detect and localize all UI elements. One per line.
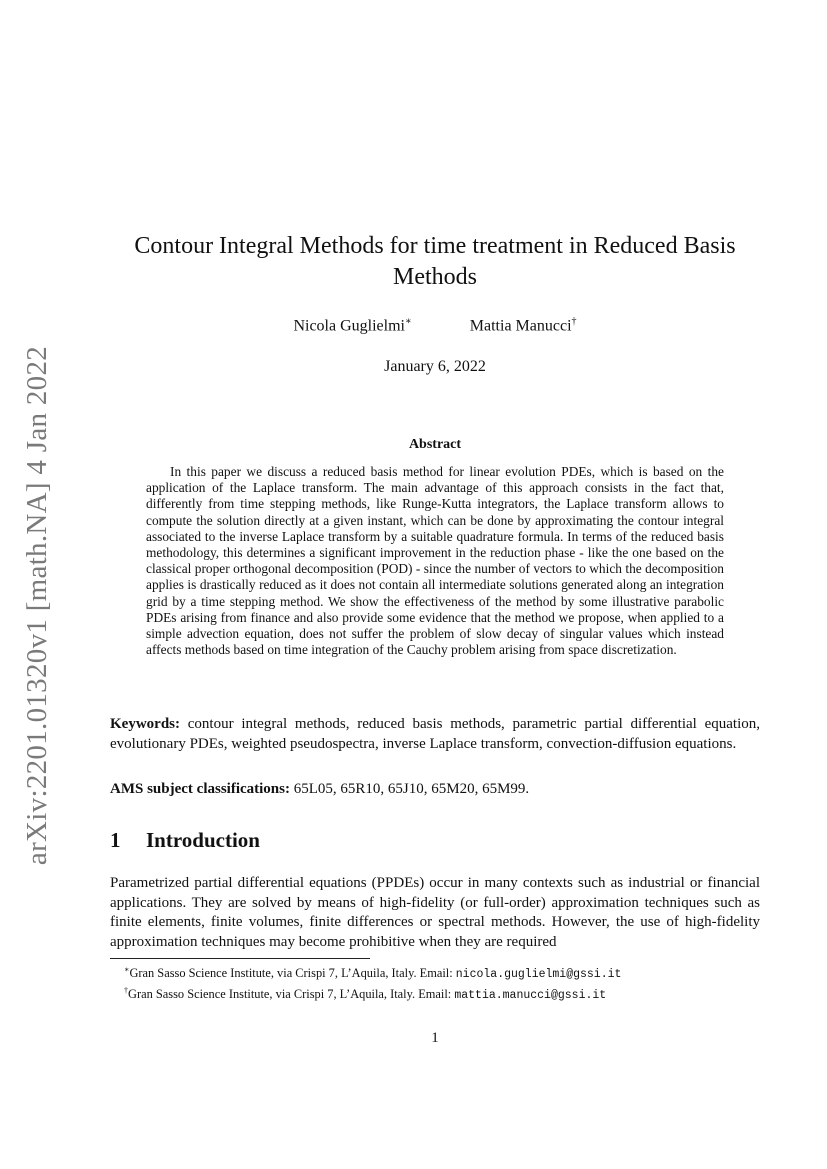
author-name: Nicola Guglielmi [293, 317, 405, 335]
keywords-paragraph [110, 715, 760, 754]
author-list [110, 316, 760, 335]
section-title: Introduction [146, 828, 260, 852]
keywords-label: Keywords: [110, 716, 180, 732]
ams-classification [110, 780, 760, 800]
abstract-body: In this paper we discuss a reduced basis method for linear evolution PDEs, which is based on the application of the Laplace transform. The main advantage of this approach consists in the fact that, differently from time stepping methods, like Runge-Kutta integrators, the Laplace transform allows to compute the solution directly at a given instant, which can be done by approximating the contour integral associated to the inverse Laplace transform by a suitable quadrature formula. In terms of the reduced basis methodology, this determines a significant improvement in the reduction phase - like the one based on the classical proper orthogonal decomposition (POD) - since the number of vectors to which the decomposition applies is drastically reduced as it does not contain all intermediate solutions generated along an integration grid by a time stepping method. We show the effectiveness of the method by some illustrative parabolic PDEs arising from finance and also provide some evidence that the method we propose, when applied to a simple advection equation, does not suffer the problem of slow decay of singular values which instead affects methods based on time integration of the Cauchy problem arising from space discretization. [146, 464, 724, 658]
arxiv-identifier: arXiv:2201.01320v1 [math.NA] 4 Jan 2022 [21, 345, 54, 865]
author-footnote-mark: ∗ [404, 316, 412, 327]
footnote-divider [110, 958, 370, 959]
arxiv-identifier-stamp [18, 345, 58, 865]
abstract-heading: Abstract [408, 437, 462, 452]
page-number: 1 [431, 1030, 439, 1046]
section-heading [110, 828, 760, 853]
introduction-paragraph: Parametrized partial differential equations (PPDEs) occur in many contexts such as industrial or financial applications. They are solved by means of high-fidelity (or full-order) approximation techniques such as finite elements, finite volumes, finite differences or spectral methods. However, the use of high-fidelity approximation techniques may become prohibitive when they are required [110, 875, 760, 950]
footnote [110, 983, 760, 1004]
footnote-mark: † [124, 986, 128, 996]
paper-title: Contour Integral Methods for time treatment in Reduced Basis Methods [134, 233, 736, 290]
footnote-mark: ∗ [124, 965, 130, 974]
footnote [110, 962, 760, 983]
author-footnote-mark: † [571, 316, 577, 327]
author [470, 316, 577, 335]
keywords-text: contour integral methods, reduced basis methods, parametric partial differential equation, evolutionary PDEs, weighted pseudospectra, inverse Laplace transform, convection-diffusion equations. [110, 716, 760, 752]
ams-label: AMS subject classifications: [110, 781, 290, 797]
section-number: 1 [110, 828, 121, 852]
author-email-link[interactable]: nicola.guglielmi@gssi.it [455, 968, 622, 982]
footnote-affiliation: Gran Sasso Science Institute, via Crispi 7, L’Aquila, Italy. Email: [129, 966, 456, 981]
paper-date: January 6, 2022 [384, 358, 486, 375]
footnote-affiliation: Gran Sasso Science Institute, via Crispi 7, L’Aquila, Italy. Email: [128, 987, 455, 1002]
ams-codes: 65L05, 65R10, 65J10, 65M20, 65M99. [293, 781, 530, 797]
author [293, 316, 411, 335]
footnotes [110, 962, 760, 1004]
author-name: Mattia Manucci [469, 317, 572, 335]
author-email-link[interactable]: mattia.manucci@gssi.it [454, 989, 607, 1003]
